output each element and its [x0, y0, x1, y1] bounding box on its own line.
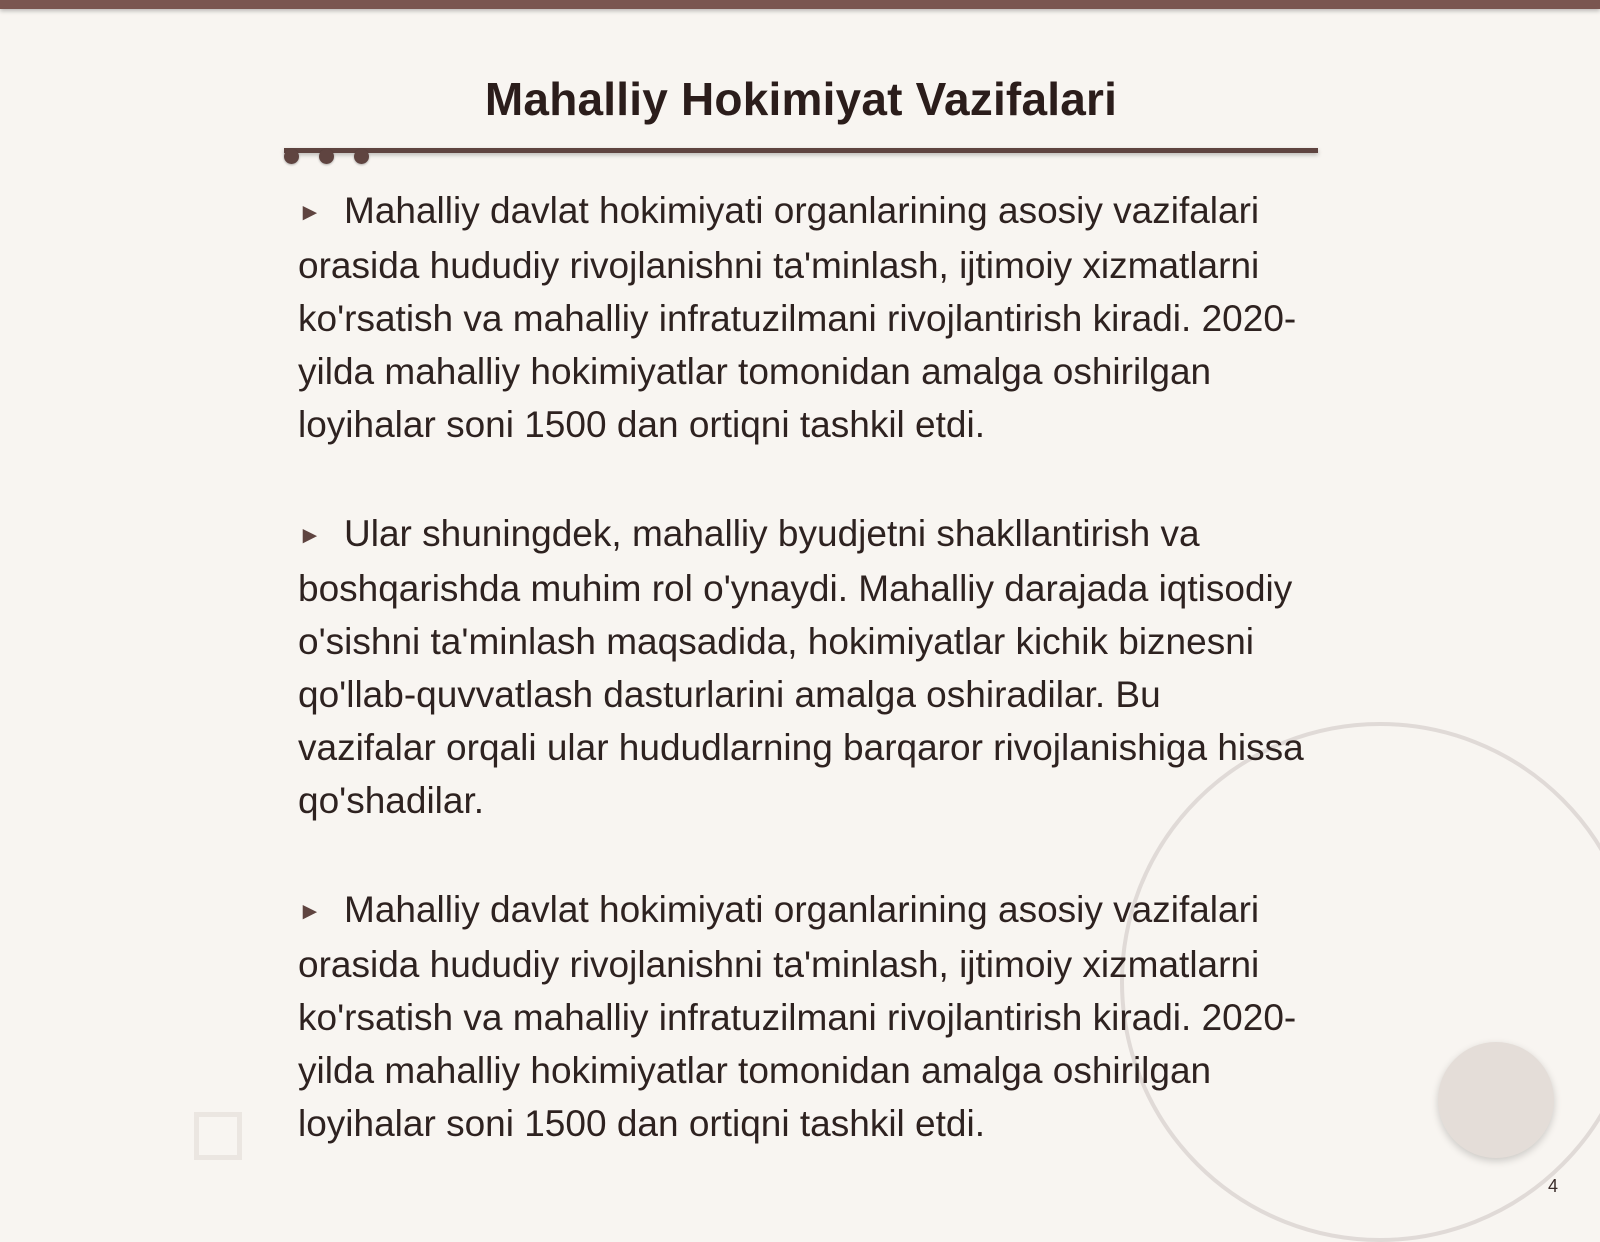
decorative-square	[194, 1112, 242, 1160]
top-accent-bar	[0, 0, 1600, 9]
title-underline	[284, 148, 1318, 153]
paragraph-text: Ular shuningdek, mahalliy byudjetni shakllantirish va boshqarishda muhim rol o'ynaydi. Mahalliy darajada iqtisodiy o'sishni ta'minlash maqsadida, hokimiyatlar kichik biznesni qo'llab-quvvatlash dasturlarini amalga oshiradilar. Bu vazifalar orqali ular hududlarning barqaror rivojlanishiga hissa qo'shadilar.	[298, 513, 1304, 821]
decorative-disc	[1438, 1042, 1554, 1158]
paragraph-text: Mahalliy davlat hokimiyati organlarining asosiy vazifalari orasida hududiy rivojlanishni ta'minlash, ijtimoiy xizmatlarni ko'rsatish va mahalliy infratuzilmani rivojlantirish kiradi. 2020-yilda mahalliy hokimiyatlar tomonidan amalga oshirilgan loyihalar soni 1500 dan ortiqni tashkil etdi.	[298, 889, 1297, 1144]
decorative-dot	[354, 149, 369, 164]
page-number: 4	[1548, 1176, 1559, 1196]
bullet-arrow-icon: ►	[298, 898, 322, 925]
bullet-paragraph-2	[298, 507, 1308, 827]
slide-body	[298, 184, 1308, 1206]
decorative-dot	[319, 149, 334, 164]
bullet-arrow-icon: ►	[298, 199, 322, 226]
decorative-dot	[284, 149, 299, 164]
paragraph-text: Mahalliy davlat hokimiyati organlarining asosiy vazifalari orasida hududiy rivojlanishni ta'minlash, ijtimoiy xizmatlarni ko'rsatish va mahalliy infratuzilmani rivojlantirish kiradi. 2020-yilda mahalliy hokimiyatlar tomonidan amalga oshirilgan loyihalar soni 1500 dan ortiqni tashkil etdi.	[298, 190, 1297, 445]
bullet-paragraph-1	[298, 184, 1308, 451]
bullet-arrow-icon: ►	[298, 522, 322, 549]
slide-title: Mahalliy Hokimiyat Vazifalari	[484, 73, 1118, 125]
bullet-paragraph-3	[298, 883, 1308, 1150]
